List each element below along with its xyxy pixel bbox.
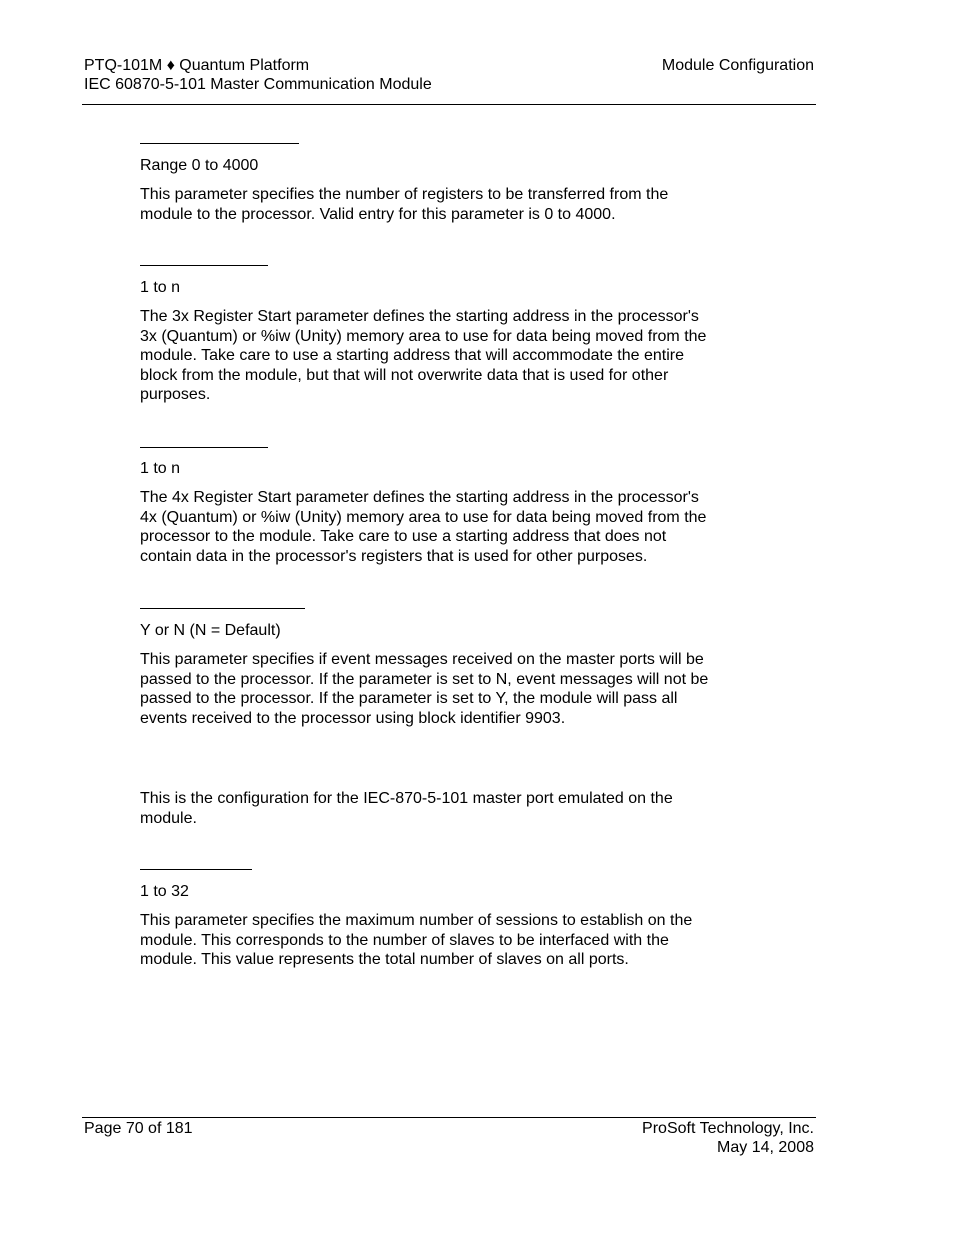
heading-underline	[140, 608, 305, 609]
parameter-description	[140, 650, 760, 728]
document-date: May 14, 2008	[717, 1139, 814, 1156]
product-subtitle: IEC 60870-5-101 Master Communication Module	[84, 76, 432, 93]
text-line: module to the processor. Valid entry for this parameter is 0 to 4000.	[140, 205, 616, 223]
text-line: passed to the processor. If the parameter is set to N, event messages will not be	[140, 670, 709, 688]
text-line: This is the configuration for the IEC-870-5-101 master port emulated on the	[140, 790, 673, 807]
text-line: module.	[140, 809, 197, 827]
parameter-range: Range 0 to 4000	[140, 157, 259, 174]
text-line: 3x (Quantum) or %iw (Unity) memory area to use for data being moved from the	[140, 327, 707, 345]
company-name: ProSoft Technology, Inc.	[642, 1120, 814, 1137]
text-line: The 3x Register Start parameter defines the starting address in the processor's	[140, 308, 699, 325]
text-line: This parameter specifies the number of registers to be transferred from the	[140, 186, 669, 203]
text-line: processor to the module. Take care to use a starting address that does not	[140, 528, 667, 546]
heading-underline	[140, 869, 252, 870]
parameter-range: Y or N (N = Default)	[140, 622, 281, 639]
footer-right	[642, 1119, 814, 1157]
text-line: 4x (Quantum) or %iw (Unity) memory area to use for data being moved from the	[140, 508, 707, 526]
text-line: module. Take care to use a starting address that will accommodate the entire	[140, 347, 684, 365]
text-line: This parameter specifies the maximum number of sessions to establish on the	[140, 912, 693, 929]
text-line: block from the module, but that will not overwrite data that is used for other	[140, 366, 669, 384]
heading-underline	[140, 265, 268, 266]
text-line: events received to the processor using block identifier 9903.	[140, 709, 566, 727]
text-line: contain data in the processor's registers that is used for other purposes.	[140, 547, 648, 565]
section-title: Module Configuration	[661, 57, 814, 74]
parameter-description	[140, 488, 760, 566]
text-line: module. This value represents the total number of slaves on all ports.	[140, 951, 629, 969]
section-intro	[140, 789, 760, 828]
parameter-description	[140, 911, 760, 970]
page-number: Page 70 of 181	[84, 1120, 193, 1137]
parameter-description	[140, 185, 760, 224]
header-left	[84, 56, 432, 94]
footer-divider	[82, 1117, 816, 1118]
heading-underline	[140, 447, 268, 448]
parameter-range: 1 to n	[140, 460, 181, 477]
text-line: passed to the processor. If the parameter is set to Y, the module will pass all	[140, 690, 678, 708]
parameter-description	[140, 307, 760, 405]
text-line: This parameter specifies if event messages received on the master ports will be	[140, 651, 704, 668]
text-line: purposes.	[140, 386, 211, 404]
heading-underline	[140, 143, 299, 144]
product-title: PTQ-101M ♦ Quantum Platform	[84, 57, 310, 74]
parameter-range: 1 to 32	[140, 883, 189, 900]
text-line: The 4x Register Start parameter defines the starting address in the processor's	[140, 489, 699, 506]
parameter-range: 1 to n	[140, 279, 181, 296]
header-divider	[82, 104, 816, 105]
text-line: module. This corresponds to the number of slaves to be interfaced with the	[140, 931, 669, 949]
